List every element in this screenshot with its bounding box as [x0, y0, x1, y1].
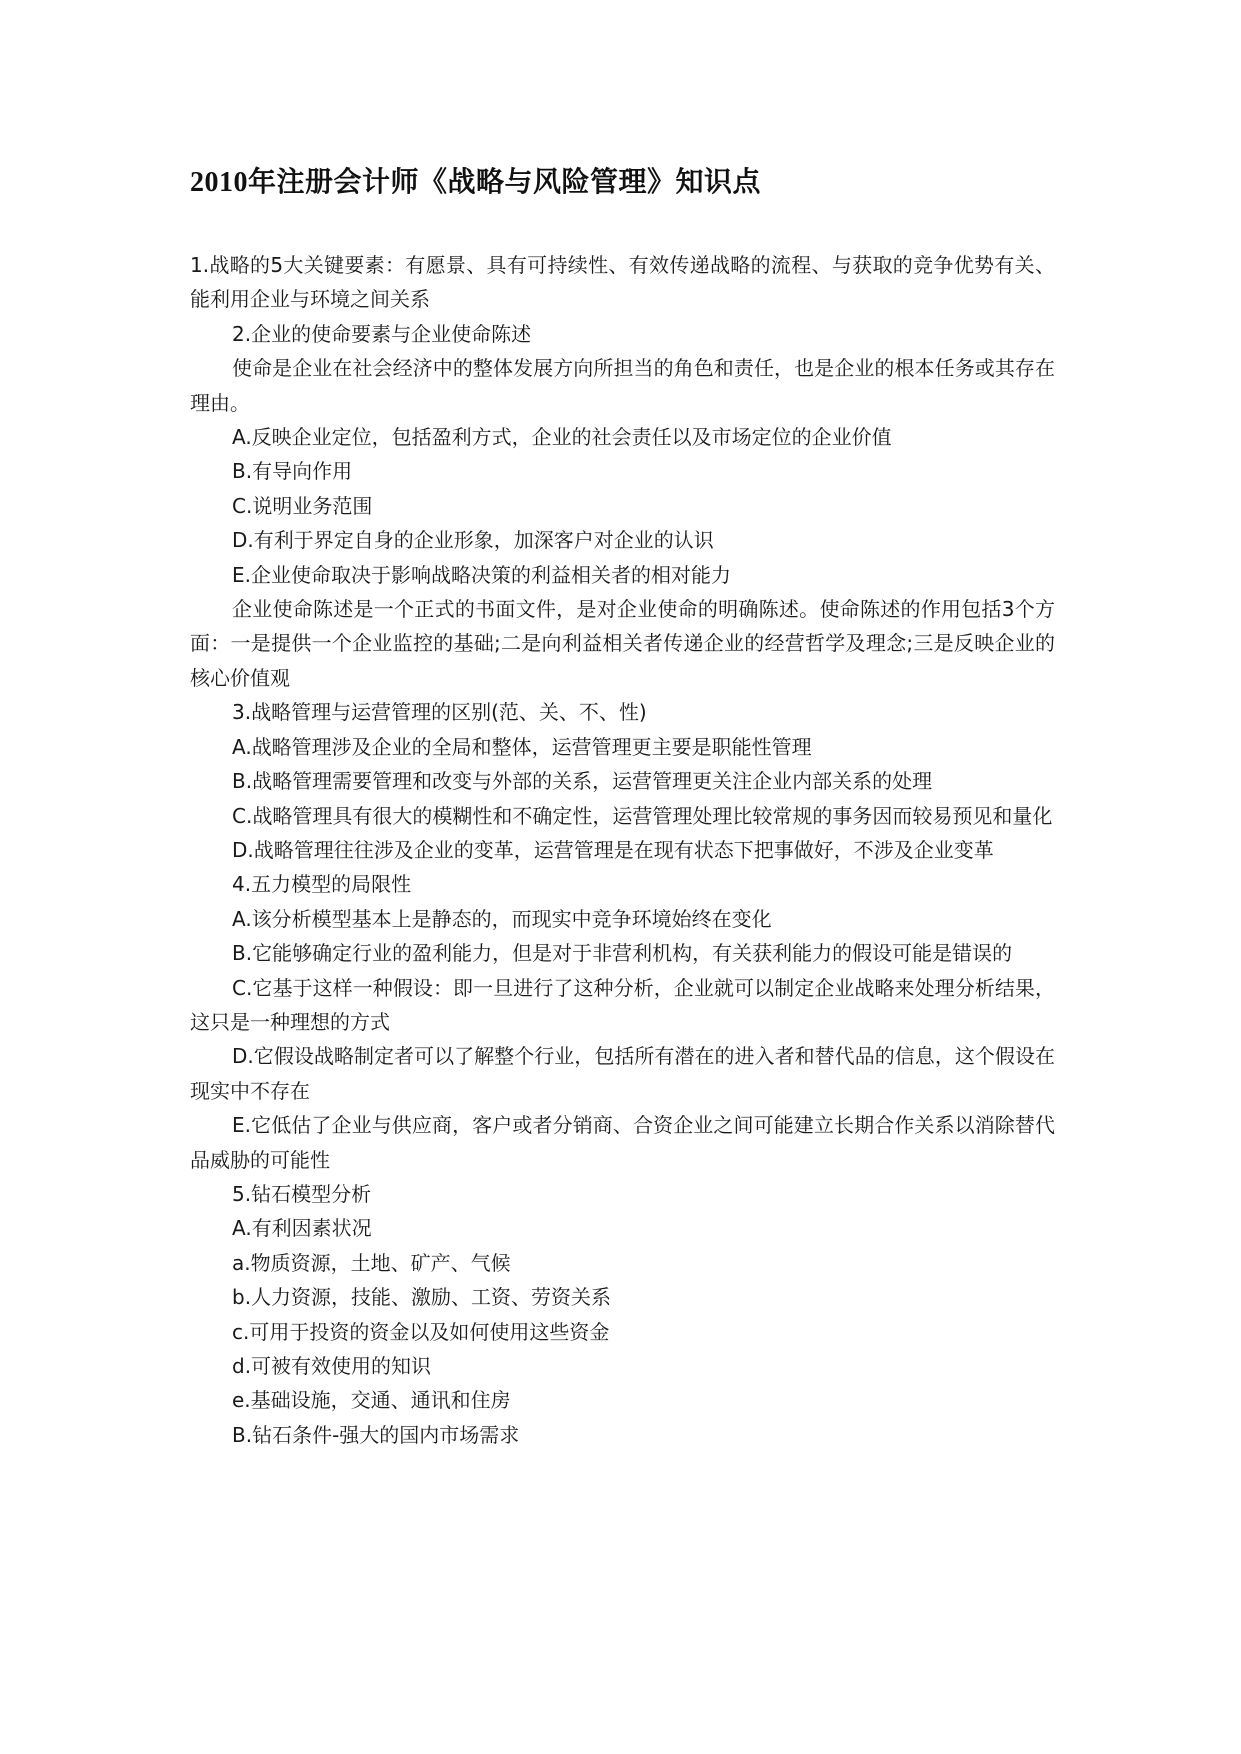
list-item: C.战略管理具有很大的模糊性和不确定性，运营管理处理比较常规的事务因而较易预见和量化 — [232, 803, 1053, 828]
sub-list-item: b.人力资源，技能、激励、工资、劳资关系 — [232, 1285, 612, 1310]
document-body — [190, 248, 1055, 1452]
list-item: A.反映企业定位，包括盈利方式，企业的社会责任以及市场定位的企业价值 — [232, 425, 892, 450]
list-item: E.它低估了企业与供应商，客户或者分销商、合资企业之间可能建立长期合作关系以消除替代品威胁的可能性 — [190, 1113, 1055, 1172]
list-item: B.钻石条件-强大的国内市场需求 — [232, 1422, 520, 1447]
list-item: E.企业使命取决于影响战略决策的利益相关者的相对能力 — [232, 562, 731, 587]
sub-list-item: c.可用于投资的资金以及如何使用这些资金 — [232, 1319, 610, 1344]
list-item: D.战略管理往往涉及企业的变革，运营管理是在现有状态下把事做好，不涉及企业变革 — [232, 837, 994, 862]
list-item: B.有导向作用 — [232, 459, 353, 484]
list-item: A.战略管理涉及企业的全局和整体，运营管理更主要是职能性管理 — [232, 734, 812, 759]
list-item: B.战略管理需要管理和改变与外部的关系，运营管理更关注企业内部关系的处理 — [232, 769, 933, 794]
list-item: D.它假设战略制定者可以了解整个行业，包括所有潜在的进入者和替代品的信息，这个假设在现实中不存在 — [190, 1044, 1055, 1103]
heading-mission-elements: 2.企业的使命要素与企业使命陈述 — [232, 321, 532, 346]
paragraph-mission-definition: 使命是企业在社会经济中的整体发展方向所担当的角色和责任，也是企业的根本任务或其存在理由。 — [190, 356, 1055, 415]
list-item: A.该分析模型基本上是静态的，而现实中竞争环境始终在变化 — [232, 906, 772, 931]
heading-strategy-vs-operations: 3.战略管理与运营管理的区别(范、关、不、性) — [232, 700, 647, 725]
sub-list-item: a.物质资源，土地、矿产、气候 — [232, 1250, 511, 1275]
paragraph-key-elements: 1.战略的5大关键要素：有愿景、具有可持续性、有效传递战略的流程、与获取的竞争优势有关、能利用企业与环境之间关系 — [190, 253, 1055, 312]
list-item: C.它基于这样一种假设：即一旦进行了这种分析，企业就可以制定企业战略来处理分析结果，这只是一种理想的方式 — [190, 975, 1055, 1034]
list-item: B.它能够确定行业的盈利能力，但是对于非营利机构，有关获利能力的假设可能是错误的 — [232, 941, 1013, 966]
paragraph-mission-statement: 企业使命陈述是一个正式的书面文件，是对企业使命的明确陈述。使命陈述的作用包括3个方面：一是提供一个企业监控的基础;二是向利益相关者传递企业的经营哲学及理念;三是反映企业的核心价值观 — [190, 597, 1055, 690]
heading-five-forces-limitations: 4.五力模型的局限性 — [232, 872, 412, 897]
sub-list-item: d.可被有效使用的知识 — [232, 1354, 432, 1378]
list-item: D.有利于界定自身的企业形象，加深客户对企业的认识 — [232, 528, 714, 553]
document-title: 2010年注册会计师《战略与风险管理》知识点 — [190, 167, 762, 198]
list-item: A.有利因素状况 — [232, 1216, 372, 1241]
list-item: C.说明业务范围 — [232, 493, 373, 518]
heading-diamond-model: 5.钻石模型分析 — [232, 1181, 372, 1206]
sub-list-item: e.基础设施，交通、通讯和住房 — [232, 1388, 511, 1413]
